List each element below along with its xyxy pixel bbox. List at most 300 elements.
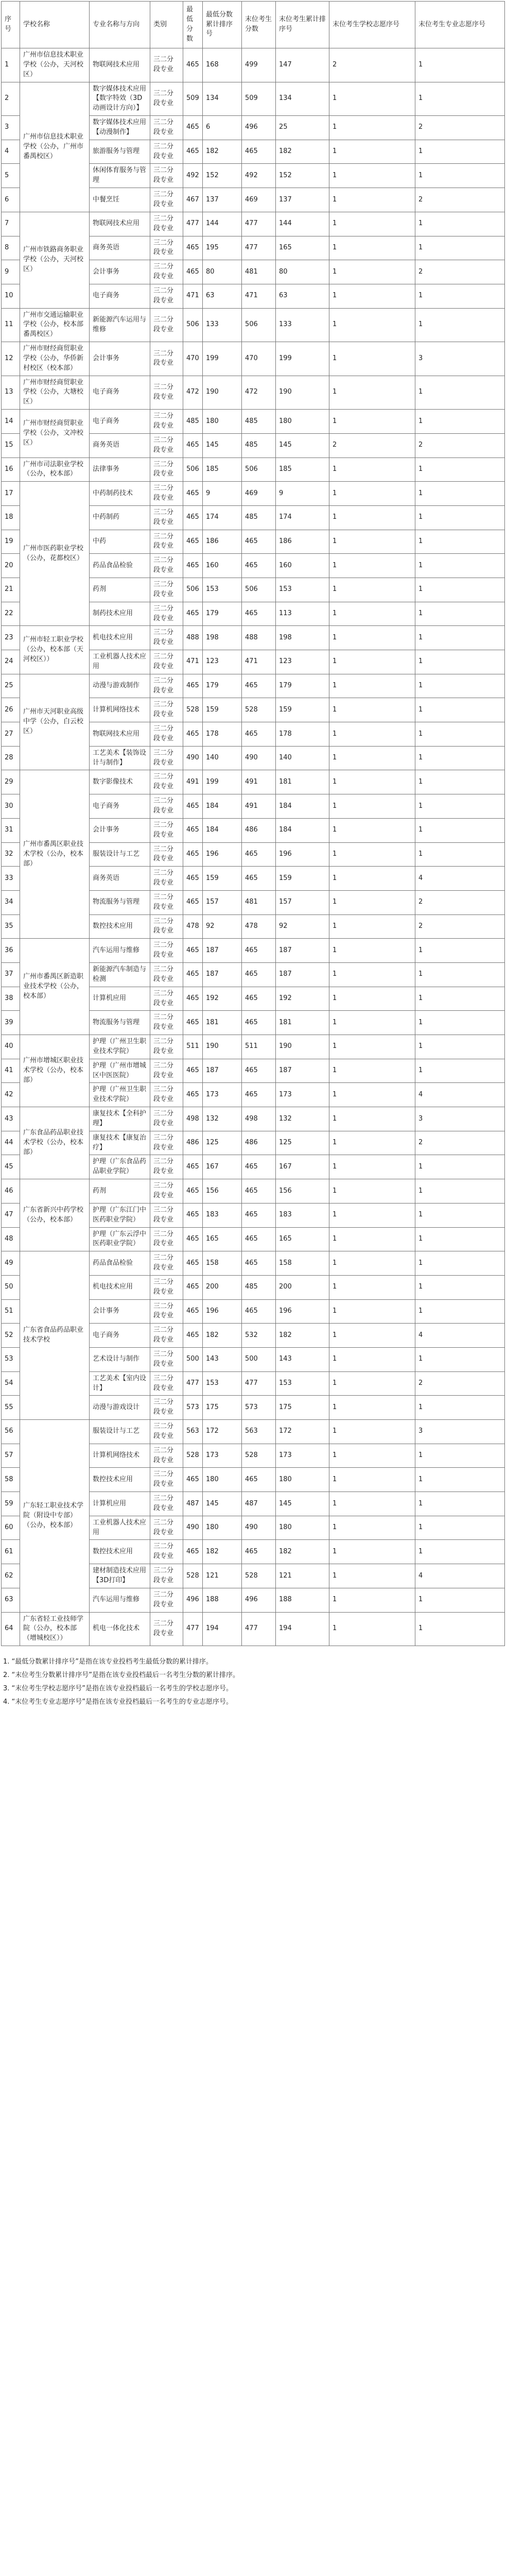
major-cell: 机电技术应用 — [90, 1275, 150, 1299]
major-choice-cell: 1 — [415, 530, 505, 554]
last-rank-cell: 180 — [276, 410, 329, 434]
school-cell: 广东省轻工业技师学院（公办，校本部（增城校区）） — [20, 1612, 90, 1646]
seq-cell: 50 — [2, 1275, 20, 1299]
major-cell: 工业机器人技术应用 — [90, 1516, 150, 1540]
last-rank-cell: 134 — [276, 82, 329, 116]
last-rank-cell: 160 — [276, 554, 329, 578]
seq-cell: 59 — [2, 1492, 20, 1516]
last-score-cell: 511 — [242, 1035, 276, 1059]
major-cell: 汽车运用与维修 — [90, 939, 150, 963]
category-cell: 三二分段专业 — [150, 674, 183, 698]
last-score-cell: 465 — [242, 722, 276, 747]
last-score-cell: 478 — [242, 914, 276, 939]
min-rank-cell: 182 — [203, 1540, 242, 1564]
school-cell: 广州市医药职业学校（公办，花都校区） — [20, 482, 90, 626]
school-cell: 广州市财经商贸职业学校（公办，华侨新村校区（校本部） — [20, 342, 90, 376]
last-score-cell: 488 — [242, 626, 276, 650]
min-rank-cell: 195 — [203, 236, 242, 260]
major-choice-cell: 1 — [415, 1275, 505, 1299]
min-rank-cell: 143 — [203, 1347, 242, 1371]
category-cell: 三二分段专业 — [150, 1492, 183, 1516]
category-cell: 三二分段专业 — [150, 962, 183, 987]
major-choice-cell: 1 — [415, 1179, 505, 1204]
last-rank-cell: 147 — [276, 48, 329, 82]
last-score-cell: 492 — [242, 164, 276, 188]
school-choice-cell: 1 — [329, 1203, 415, 1227]
last-score-cell: 465 — [242, 1083, 276, 1107]
seq-cell: 29 — [2, 770, 20, 794]
last-score-cell: 491 — [242, 770, 276, 794]
min-score-cell: 465 — [183, 505, 203, 530]
seq-cell: 8 — [2, 236, 20, 260]
major-choice-cell: 1 — [415, 674, 505, 698]
category-cell: 三二分段专业 — [150, 1203, 183, 1227]
header-min-score: 最低分数 — [183, 2, 203, 48]
major-choice-cell: 1 — [415, 1612, 505, 1646]
last-score-cell: 465 — [242, 1203, 276, 1227]
major-cell: 护理（广州卫生职业技术学院） — [90, 1083, 150, 1107]
last-rank-cell: 137 — [276, 188, 329, 212]
last-rank-cell: 140 — [276, 746, 329, 770]
last-score-cell: 506 — [242, 578, 276, 602]
school-cell: 广东食品药品职业技术学校（公办，校本部） — [20, 1107, 90, 1179]
category-cell: 三二分段专业 — [150, 650, 183, 674]
min-score-cell: 465 — [183, 433, 203, 457]
major-choice-cell: 1 — [415, 1035, 505, 1059]
major-choice-cell: 1 — [415, 1227, 505, 1251]
major-cell: 电子商务 — [90, 376, 150, 410]
min-score-cell: 478 — [183, 914, 203, 939]
last-score-cell: 563 — [242, 1420, 276, 1444]
school-choice-cell: 1 — [329, 140, 415, 164]
major-choice-cell: 1 — [415, 457, 505, 482]
last-score-cell: 465 — [242, 1251, 276, 1276]
school-choice-cell: 1 — [329, 914, 415, 939]
last-score-cell: 465 — [242, 602, 276, 626]
major-choice-cell: 1 — [415, 842, 505, 867]
min-rank-cell: 6 — [203, 116, 242, 140]
major-cell: 服装设计与工艺 — [90, 842, 150, 867]
category-cell: 三二分段专业 — [150, 794, 183, 819]
min-score-cell: 465 — [183, 1540, 203, 1564]
school-choice-cell: 2 — [329, 433, 415, 457]
min-score-cell: 492 — [183, 164, 203, 188]
category-cell: 三二分段专业 — [150, 1612, 183, 1646]
min-rank-cell: 9 — [203, 482, 242, 506]
seq-cell: 33 — [2, 867, 20, 891]
seq-cell: 57 — [2, 1444, 20, 1468]
major-cell: 护理（广东食品药品职业学院） — [90, 1155, 150, 1179]
footnote: 2. “末位考生分数累计排序号”是指在该专业投档最后一名考生分数的累计排序。 — [3, 1671, 240, 1680]
category-cell: 三二分段专业 — [150, 482, 183, 506]
school-choice-cell: 1 — [329, 1275, 415, 1299]
seq-cell: 51 — [2, 1299, 20, 1324]
school-cell: 广州市铁路商务职业学校（公办，天河校区） — [20, 212, 90, 308]
school-choice-cell: 1 — [329, 794, 415, 819]
major-cell: 商务英语 — [90, 236, 150, 260]
category-cell: 三二分段专业 — [150, 1420, 183, 1444]
major-choice-cell: 1 — [415, 1203, 505, 1227]
last-score-cell: 465 — [242, 939, 276, 963]
min-score-cell: 465 — [183, 818, 203, 842]
major-cell: 电子商务 — [90, 794, 150, 819]
major-cell: 会计事务 — [90, 1299, 150, 1324]
last-rank-cell: 199 — [276, 342, 329, 376]
min-rank-cell: 186 — [203, 530, 242, 554]
header-seq: 序号 — [2, 2, 20, 48]
seq-cell: 5 — [2, 164, 20, 188]
seq-cell: 62 — [2, 1564, 20, 1588]
last-score-cell: 528 — [242, 1444, 276, 1468]
seq-cell: 44 — [2, 1131, 20, 1155]
seq-cell: 32 — [2, 842, 20, 867]
major-cell: 休闲体育服务与管理 — [90, 164, 150, 188]
table-row — [2, 674, 505, 698]
school-choice-cell: 1 — [329, 1612, 415, 1646]
min-rank-cell: 153 — [203, 1371, 242, 1396]
last-score-cell: 490 — [242, 746, 276, 770]
category-cell: 三二分段专业 — [150, 626, 183, 650]
min-rank-cell: 132 — [203, 1107, 242, 1131]
min-rank-cell: 182 — [203, 140, 242, 164]
min-rank-cell: 187 — [203, 1059, 242, 1083]
last-rank-cell: 181 — [276, 1011, 329, 1035]
last-score-cell: 469 — [242, 482, 276, 506]
school-choice-cell: 1 — [329, 505, 415, 530]
school-choice-cell: 1 — [329, 746, 415, 770]
min-rank-cell: 133 — [203, 308, 242, 342]
category-cell: 三二分段专业 — [150, 1516, 183, 1540]
header-major: 专业名称与方向 — [90, 2, 150, 48]
last-score-cell: 465 — [242, 1155, 276, 1179]
school-choice-cell: 1 — [329, 212, 415, 236]
category-cell: 三二分段专业 — [150, 212, 183, 236]
seq-cell: 40 — [2, 1035, 20, 1059]
table-body — [2, 48, 505, 1646]
seq-cell: 53 — [2, 1347, 20, 1371]
last-rank-cell: 187 — [276, 939, 329, 963]
category-cell: 三二分段专业 — [150, 236, 183, 260]
header-last-rank: 末位考生累计排序号 — [276, 2, 329, 48]
table-header-row — [2, 2, 505, 48]
major-cell: 护理（广东江门中医药职业学院） — [90, 1203, 150, 1227]
major-cell: 数字媒体技术应用【动漫制作】 — [90, 116, 150, 140]
seq-cell: 37 — [2, 962, 20, 987]
table-row — [2, 410, 505, 434]
min-score-cell: 506 — [183, 578, 203, 602]
min-rank-cell: 184 — [203, 818, 242, 842]
min-rank-cell: 153 — [203, 578, 242, 602]
major-choice-cell: 1 — [415, 794, 505, 819]
last-rank-cell: 182 — [276, 1540, 329, 1564]
seq-cell: 15 — [2, 433, 20, 457]
last-rank-cell: 143 — [276, 1347, 329, 1371]
school-cell: 广州市财经商贸职业学校（公办，文冲校区） — [20, 410, 90, 457]
school-choice-cell: 1 — [329, 1444, 415, 1468]
min-rank-cell: 165 — [203, 1227, 242, 1251]
major-choice-cell: 1 — [415, 962, 505, 987]
seq-cell: 63 — [2, 1588, 20, 1612]
seq-cell: 30 — [2, 794, 20, 819]
school-cell: 广州市轻工职业学校（公办，校本部（天河校区）） — [20, 626, 90, 674]
category-cell: 三二分段专业 — [150, 914, 183, 939]
school-choice-cell: 1 — [329, 1371, 415, 1396]
last-score-cell: 487 — [242, 1492, 276, 1516]
seq-cell: 13 — [2, 376, 20, 410]
min-score-cell: 465 — [183, 867, 203, 891]
last-rank-cell: 183 — [276, 1203, 329, 1227]
major-cell: 数控技术应用 — [90, 914, 150, 939]
last-rank-cell: 172 — [276, 1420, 329, 1444]
major-cell: 中餐烹饪 — [90, 188, 150, 212]
last-score-cell: 496 — [242, 116, 276, 140]
min-score-cell: 465 — [183, 1011, 203, 1035]
seq-cell: 58 — [2, 1468, 20, 1492]
last-rank-cell: 200 — [276, 1275, 329, 1299]
major-cell: 物联网技术应用 — [90, 48, 150, 82]
min-rank-cell: 175 — [203, 1396, 242, 1420]
last-rank-cell: 80 — [276, 260, 329, 284]
last-score-cell: 485 — [242, 1275, 276, 1299]
table-row — [2, 1179, 505, 1204]
school-choice-cell: 1 — [329, 376, 415, 410]
min-score-cell: 465 — [183, 260, 203, 284]
category-cell: 三二分段专业 — [150, 457, 183, 482]
last-score-cell: 506 — [242, 457, 276, 482]
min-score-cell: 506 — [183, 457, 203, 482]
seq-cell: 4 — [2, 140, 20, 164]
seq-cell: 22 — [2, 602, 20, 626]
min-score-cell: 465 — [183, 842, 203, 867]
category-cell: 三二分段专业 — [150, 1011, 183, 1035]
min-rank-cell: 157 — [203, 890, 242, 914]
major-choice-cell: 1 — [415, 82, 505, 116]
major-choice-cell: 4 — [415, 867, 505, 891]
seq-cell: 24 — [2, 650, 20, 674]
category-cell: 三二分段专业 — [150, 1468, 183, 1492]
major-cell: 数控技术应用 — [90, 1540, 150, 1564]
min-rank-cell: 181 — [203, 1011, 242, 1035]
major-cell: 动漫与游戏设计 — [90, 1396, 150, 1420]
seq-cell: 64 — [2, 1612, 20, 1646]
min-rank-cell: 156 — [203, 1179, 242, 1204]
seq-cell: 54 — [2, 1371, 20, 1396]
last-rank-cell: 144 — [276, 212, 329, 236]
min-rank-cell: 200 — [203, 1275, 242, 1299]
seq-cell: 6 — [2, 188, 20, 212]
major-cell: 护理（广东云浮中医药职业学院） — [90, 1227, 150, 1251]
min-score-cell: 471 — [183, 650, 203, 674]
min-score-cell: 465 — [183, 1203, 203, 1227]
category-cell: 三二分段专业 — [150, 1444, 183, 1468]
last-score-cell: 477 — [242, 1612, 276, 1646]
min-score-cell: 465 — [183, 674, 203, 698]
school-cell: 广州市司法职业学校（公办，校本部） — [20, 457, 90, 482]
school-choice-cell: 1 — [329, 1396, 415, 1420]
major-cell: 护理（广州卫生职业技术学院） — [90, 1035, 150, 1059]
major-choice-cell: 1 — [415, 505, 505, 530]
category-cell: 三二分段专业 — [150, 722, 183, 747]
major-choice-cell: 1 — [415, 236, 505, 260]
last-rank-cell: 179 — [276, 674, 329, 698]
major-choice-cell: 4 — [415, 1564, 505, 1588]
min-rank-cell: 183 — [203, 1203, 242, 1227]
category-cell: 三二分段专业 — [150, 1299, 183, 1324]
min-rank-cell: 180 — [203, 1516, 242, 1540]
min-score-cell: 465 — [183, 1179, 203, 1204]
major-choice-cell: 1 — [415, 1011, 505, 1035]
min-score-cell: 528 — [183, 1564, 203, 1588]
header-major-choice: 末位考生专业志愿序号 — [415, 2, 505, 48]
last-rank-cell: 188 — [276, 1588, 329, 1612]
seq-cell: 10 — [2, 284, 20, 308]
seq-cell: 28 — [2, 746, 20, 770]
major-choice-cell: 1 — [415, 939, 505, 963]
category-cell: 三二分段专业 — [150, 260, 183, 284]
last-score-cell: 465 — [242, 554, 276, 578]
major-cell: 工艺美术【装饰设计与制作】 — [90, 746, 150, 770]
min-rank-cell: 190 — [203, 376, 242, 410]
major-choice-cell: 1 — [415, 140, 505, 164]
seq-cell: 55 — [2, 1396, 20, 1420]
table-row — [2, 342, 505, 376]
major-cell: 汽车运用与维修 — [90, 1588, 150, 1612]
footnotes — [1, 1655, 504, 1709]
major-cell: 会计事务 — [90, 342, 150, 376]
category-cell: 三二分段专业 — [150, 284, 183, 308]
category-cell: 三二分段专业 — [150, 1059, 183, 1083]
major-cell: 动漫与游戏制作 — [90, 674, 150, 698]
school-choice-cell: 1 — [329, 554, 415, 578]
last-rank-cell: 192 — [276, 987, 329, 1011]
last-rank-cell: 182 — [276, 140, 329, 164]
school-choice-cell: 1 — [329, 308, 415, 342]
min-score-cell: 465 — [183, 939, 203, 963]
min-score-cell: 563 — [183, 1420, 203, 1444]
category-cell: 三二分段专业 — [150, 342, 183, 376]
category-cell: 三二分段专业 — [150, 578, 183, 602]
header-min-rank: 最低分数累计排序号 — [203, 2, 242, 48]
last-rank-cell: 121 — [276, 1564, 329, 1588]
seq-cell: 38 — [2, 987, 20, 1011]
footnote: 1. “最低分数累计排序号”是指在该专业投档考生最低分数的累计排序。 — [3, 1658, 213, 1666]
last-rank-cell: 132 — [276, 1107, 329, 1131]
last-score-cell: 465 — [242, 867, 276, 891]
last-score-cell: 465 — [242, 842, 276, 867]
last-score-cell: 485 — [242, 505, 276, 530]
major-cell: 物联网技术应用 — [90, 722, 150, 747]
seq-cell: 9 — [2, 260, 20, 284]
min-rank-cell: 196 — [203, 842, 242, 867]
last-rank-cell: 184 — [276, 818, 329, 842]
min-rank-cell: 134 — [203, 82, 242, 116]
seq-cell: 7 — [2, 212, 20, 236]
last-rank-cell: 9 — [276, 482, 329, 506]
seq-cell: 25 — [2, 674, 20, 698]
header-category: 类别 — [150, 2, 183, 48]
major-cell: 药剂 — [90, 1179, 150, 1204]
major-choice-cell: 2 — [415, 1131, 505, 1155]
last-score-cell: 465 — [242, 987, 276, 1011]
major-choice-cell: 1 — [415, 602, 505, 626]
category-cell: 三二分段专业 — [150, 1107, 183, 1131]
last-score-cell: 499 — [242, 48, 276, 82]
min-rank-cell: 123 — [203, 650, 242, 674]
major-choice-cell: 3 — [415, 1420, 505, 1444]
major-cell: 旅游服务与管理 — [90, 140, 150, 164]
major-choice-cell: 1 — [415, 1059, 505, 1083]
min-score-cell: 471 — [183, 284, 203, 308]
footnote: 4. “末位考生专业志愿序号”是指在该专业投档最后一名考生的专业志愿序号。 — [3, 1698, 233, 1706]
last-score-cell: 490 — [242, 1516, 276, 1540]
table-row — [2, 1107, 505, 1131]
category-cell: 三二分段专业 — [150, 1588, 183, 1612]
min-rank-cell: 180 — [203, 410, 242, 434]
category-cell: 三二分段专业 — [150, 164, 183, 188]
major-cell: 电子商务 — [90, 284, 150, 308]
category-cell: 三二分段专业 — [150, 82, 183, 116]
min-rank-cell: 192 — [203, 987, 242, 1011]
major-choice-cell: 2 — [415, 914, 505, 939]
seq-cell: 49 — [2, 1251, 20, 1276]
min-score-cell: 573 — [183, 1396, 203, 1420]
major-cell: 工艺美术【室内设计】 — [90, 1371, 150, 1396]
min-rank-cell: 159 — [203, 867, 242, 891]
min-rank-cell: 179 — [203, 602, 242, 626]
school-choice-cell: 1 — [329, 410, 415, 434]
category-cell: 三二分段专业 — [150, 1371, 183, 1396]
major-choice-cell: 1 — [415, 1155, 505, 1179]
school-choice-cell: 1 — [329, 1540, 415, 1564]
last-score-cell: 496 — [242, 1588, 276, 1612]
major-cell: 药品食品检验 — [90, 554, 150, 578]
min-rank-cell: 184 — [203, 794, 242, 819]
last-score-cell: 509 — [242, 82, 276, 116]
seq-cell: 23 — [2, 626, 20, 650]
min-score-cell: 465 — [183, 1324, 203, 1348]
major-choice-cell: 1 — [415, 1347, 505, 1371]
min-rank-cell: 187 — [203, 939, 242, 963]
min-score-cell: 465 — [183, 1468, 203, 1492]
seq-cell: 11 — [2, 308, 20, 342]
last-score-cell: 465 — [242, 1227, 276, 1251]
school-choice-cell: 1 — [329, 842, 415, 867]
seq-cell: 21 — [2, 578, 20, 602]
table-row — [2, 482, 505, 506]
school-choice-cell: 1 — [329, 284, 415, 308]
seq-cell: 35 — [2, 914, 20, 939]
last-score-cell: 486 — [242, 818, 276, 842]
table-row — [2, 1251, 505, 1276]
last-score-cell: 465 — [242, 1011, 276, 1035]
min-score-cell: 491 — [183, 770, 203, 794]
major-choice-cell: 1 — [415, 554, 505, 578]
school-choice-cell: 1 — [329, 1516, 415, 1540]
major-choice-cell: 1 — [415, 650, 505, 674]
school-choice-cell: 1 — [329, 530, 415, 554]
last-rank-cell: 186 — [276, 530, 329, 554]
min-rank-cell: 174 — [203, 505, 242, 530]
major-choice-cell: 1 — [415, 698, 505, 722]
last-rank-cell: 190 — [276, 1035, 329, 1059]
min-rank-cell: 187 — [203, 962, 242, 987]
major-cell: 数控技术应用 — [90, 1468, 150, 1492]
min-rank-cell: 159 — [203, 698, 242, 722]
major-cell: 建材制造技术应用【3D打印】 — [90, 1564, 150, 1588]
min-score-cell: 465 — [183, 48, 203, 82]
school-choice-cell: 1 — [329, 1324, 415, 1348]
major-choice-cell: 1 — [415, 376, 505, 410]
